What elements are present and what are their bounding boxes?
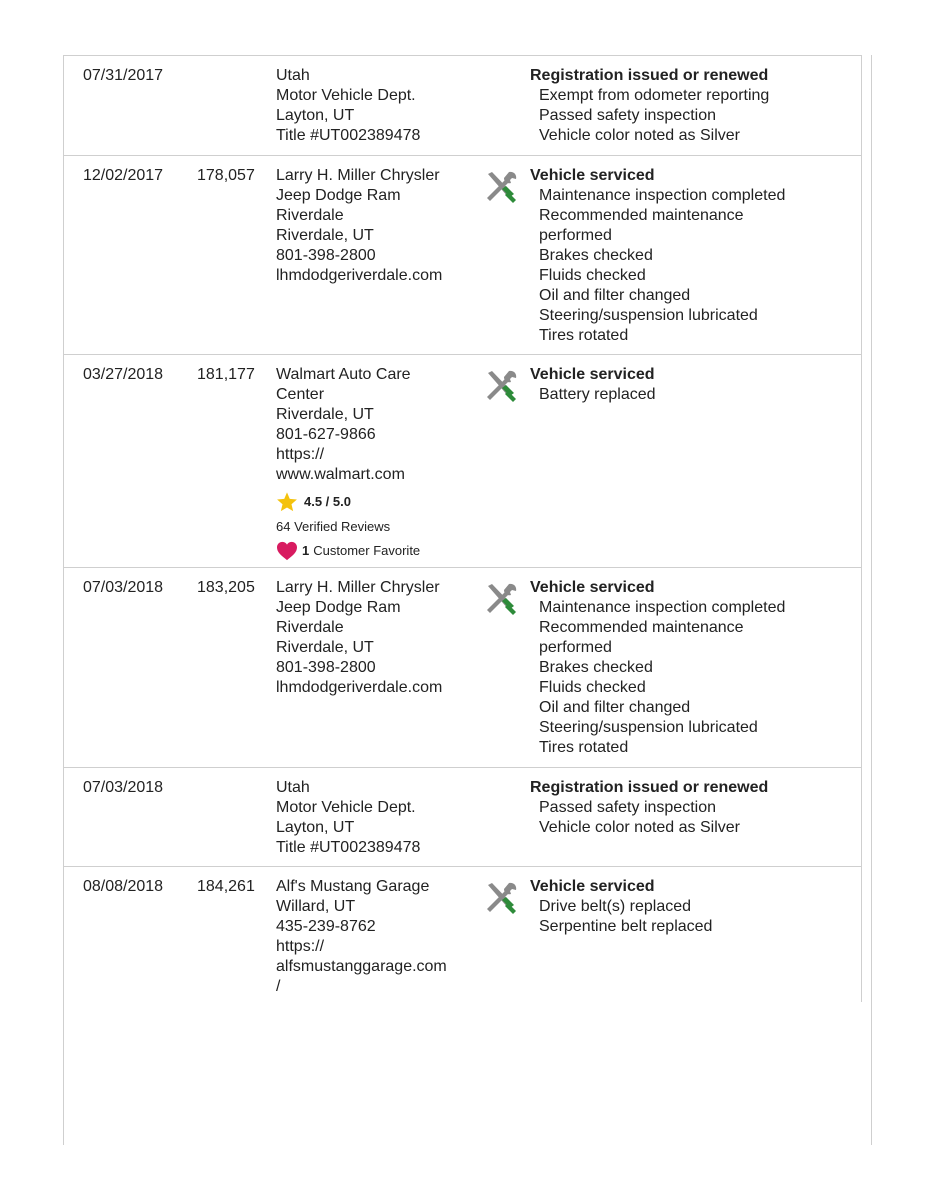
detail-item: Passed safety inspection <box>539 107 716 124</box>
detail-item: Recommended maintenance <box>539 207 744 224</box>
source-line: Title #UT002389478 <box>276 839 421 856</box>
detail-item: Steering/suspension lubricated <box>539 307 758 324</box>
detail-item: Vehicle color noted as Silver <box>539 127 740 144</box>
source-line: Layton, UT <box>276 819 355 836</box>
detail-item: Brakes checked <box>539 659 653 676</box>
record-date: 03/27/2018 <box>83 366 164 383</box>
detail-item: Passed safety inspection <box>539 799 716 816</box>
record-details <box>530 166 785 346</box>
detail-item: Oil and filter changed <box>539 287 691 304</box>
record-date: 07/31/2017 <box>83 67 164 84</box>
source-line: 801-398-2800 <box>276 247 376 264</box>
source-line: Riverdale <box>276 207 344 224</box>
odometer-reading: 181,177 <box>197 366 255 383</box>
record-details <box>530 66 769 146</box>
favorite-label: Customer Favorite <box>313 543 421 558</box>
source-line: 801-627-9866 <box>276 426 376 443</box>
source-line[interactable]: https:// <box>276 938 325 955</box>
source-line: Alf's Mustang Garage <box>276 878 430 895</box>
customer-favorite <box>276 541 481 561</box>
source-line[interactable]: alfsmustanggarage.com <box>276 958 447 975</box>
record-title: Vehicle serviced <box>530 167 655 184</box>
wrench-screwdriver-icon <box>483 580 519 616</box>
record-date: 08/08/2018 <box>83 878 164 895</box>
shop-rating <box>276 491 481 513</box>
wrench-screwdriver-icon <box>483 367 519 403</box>
rating-value: 4.5 / 5.0 <box>304 494 351 509</box>
detail-item: Vehicle color noted as Silver <box>539 819 740 836</box>
record-source <box>276 877 481 997</box>
star-icon <box>276 491 298 513</box>
record-date: 12/02/2017 <box>83 167 164 184</box>
record-source <box>276 578 481 698</box>
detail-item: Brakes checked <box>539 247 653 264</box>
review-count: 64 Verified Reviews <box>276 519 391 534</box>
detail-item: performed <box>539 227 612 244</box>
detail-item: Recommended maintenance <box>539 619 744 636</box>
detail-item: Serpentine belt replaced <box>539 918 713 935</box>
wrench-screwdriver-icon <box>483 168 519 204</box>
history-row <box>63 866 862 1005</box>
record-source <box>276 778 481 858</box>
record-source <box>276 66 481 146</box>
detail-item: Tires rotated <box>539 739 629 756</box>
source-line[interactable]: / <box>276 978 281 995</box>
detail-item: Tires rotated <box>539 327 629 344</box>
odometer-reading: 183,205 <box>197 579 255 596</box>
source-line: Title #UT002389478 <box>276 127 421 144</box>
history-row <box>63 354 862 567</box>
source-line: Riverdale, UT <box>276 406 374 423</box>
source-line[interactable]: https:// <box>276 446 325 463</box>
source-line: Larry H. Miller Chrysler <box>276 167 440 184</box>
source-line: Riverdale <box>276 619 344 636</box>
history-row <box>63 767 862 866</box>
detail-item: Fluids checked <box>539 679 646 696</box>
record-title: Vehicle serviced <box>530 366 655 383</box>
record-title: Vehicle serviced <box>530 579 655 596</box>
source-line: Riverdale, UT <box>276 639 374 656</box>
history-row <box>63 567 862 767</box>
record-title: Registration issued or renewed <box>530 67 769 84</box>
source-line: Motor Vehicle Dept. <box>276 799 416 816</box>
detail-item: Exempt from odometer reporting <box>539 87 770 104</box>
page-right-border <box>871 55 872 1145</box>
record-details <box>530 778 768 838</box>
heart-icon <box>276 541 298 561</box>
source-line: Utah <box>276 779 310 796</box>
source-line: Walmart Auto Care <box>276 366 411 383</box>
detail-item: Battery replaced <box>539 386 656 403</box>
source-line: lhmdodgeriverdale.com <box>276 267 443 284</box>
source-line[interactable]: www.walmart.com <box>276 466 405 483</box>
history-row <box>63 155 862 354</box>
odometer-reading: 178,057 <box>197 167 255 184</box>
record-source <box>276 166 481 286</box>
source-line: 801-398-2800 <box>276 659 376 676</box>
detail-item: Maintenance inspection completed <box>539 187 786 204</box>
record-details <box>530 578 785 758</box>
record-details <box>530 877 712 937</box>
source-line: Larry H. Miller Chrysler <box>276 579 440 596</box>
detail-item: Fluids checked <box>539 267 646 284</box>
history-row <box>63 55 862 155</box>
vehicle-history-table <box>63 55 862 1005</box>
source-line: Jeep Dodge Ram <box>276 187 401 204</box>
source-line: Layton, UT <box>276 107 355 124</box>
odometer-reading: 184,261 <box>197 878 255 895</box>
source-line: 435-239-8762 <box>276 918 376 935</box>
favorite-count: 1 <box>302 543 310 558</box>
record-date: 07/03/2018 <box>83 579 164 596</box>
detail-item: Drive belt(s) replaced <box>539 898 692 915</box>
record-date: 07/03/2018 <box>83 779 164 796</box>
record-title: Registration issued or renewed <box>530 779 769 796</box>
source-line: Riverdale, UT <box>276 227 374 244</box>
source-line: Center <box>276 386 325 403</box>
wrench-screwdriver-icon <box>483 879 519 915</box>
source-line: Utah <box>276 67 310 84</box>
source-line: lhmdodgeriverdale.com <box>276 679 443 696</box>
detail-item: Maintenance inspection completed <box>539 599 786 616</box>
detail-item: Oil and filter changed <box>539 699 691 716</box>
source-line: Motor Vehicle Dept. <box>276 87 416 104</box>
detail-item: performed <box>539 639 612 656</box>
record-title: Vehicle serviced <box>530 878 655 895</box>
source-line: Jeep Dodge Ram <box>276 599 401 616</box>
source-line: Willard, UT <box>276 898 356 915</box>
detail-item: Steering/suspension lubricated <box>539 719 758 736</box>
record-source <box>276 365 481 561</box>
record-details <box>530 365 656 405</box>
